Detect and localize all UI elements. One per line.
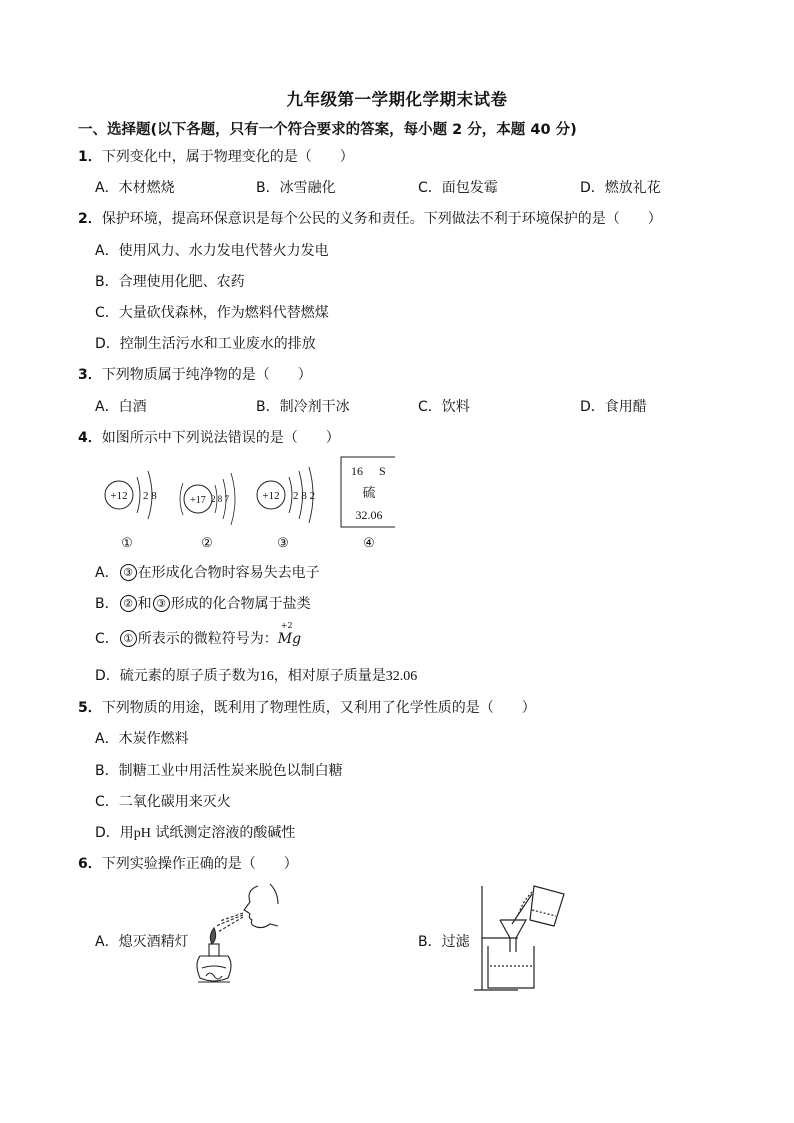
question-6 [78,853,298,873]
q1-option-a: A．木材燃烧 [95,180,175,196]
circled-number: ② [120,595,137,612]
q3-option-c: C．饮料 [418,399,470,415]
atomic-number: 16 [351,464,363,478]
figure-label: ④ [363,535,375,550]
option-letter: C． [95,631,119,647]
ph-term: pH [133,826,151,841]
nucleus-charge: +12 [110,490,128,502]
nucleus-charge: +17 [190,495,206,506]
q5-option-a: A．木炭作燃料 [95,731,189,747]
q5-option-d [95,822,295,842]
option-text: ，相对原子质量是 [273,668,386,684]
q4-option-c [95,621,302,648]
question-number: 2． [78,211,102,227]
figure-label: ① [121,535,133,550]
element-name: 硫 [362,486,376,501]
q2-option-c: C．大量砍伐森林，作为燃料代替燃煤 [95,305,329,321]
q2-option-a: A．使用风力、水力发电代替火力发电 [95,243,329,259]
figure-label: ② [201,535,213,550]
q1-option-b: B．冰雪融化 [256,180,336,196]
electron-shells: 2 8 [143,490,157,502]
page-title: 九年级第一学期化学期末试卷 [286,90,508,109]
question-number: 3． [78,367,102,383]
option-text: 试纸测定溶液的酸碱性 [150,825,296,841]
atom-diagram-2 [180,473,235,550]
alcohol-lamp-illustration [188,880,284,992]
option-letter: A． [95,565,119,581]
electron-shells: 2 8 2 [293,490,315,502]
question-stem: 下列物质属于纯净物的是（ ） [101,367,312,383]
q2-option-b: B．合理使用化肥、农药 [95,274,245,290]
q2-option-d: D．控制生活污水和工业废水的排放 [95,336,316,352]
atom-structure-figure [95,455,395,555]
question-number: 4． [78,430,102,446]
element-symbol: S [379,464,386,478]
element-cell-sulfur [341,457,395,550]
question-stem: 下列物质的用途，既利用了物理性质，又利用了化学性质的是（ ） [101,700,536,716]
figure-label: ③ [277,535,289,550]
option-letter: B． [95,596,119,612]
circled-number: ① [120,630,137,647]
atom-diagram-3 [257,467,315,550]
relative-atomic-mass: 32.06 [385,669,418,684]
option-text: 和 [137,596,152,612]
q5-option-b: B．制糖工业中用活性炭来脱色以制白糖 [95,763,343,779]
q4-option-a [95,562,320,582]
q6-option-b: B．过滤 [418,934,470,950]
ion-symbol [277,621,302,647]
option-text: 所表示的微粒符号为： [137,631,278,647]
question-stem: 下列变化中，属于物理变化的是（ ） [101,149,354,165]
q6-option-a: A．熄灭酒精灯 [95,934,189,950]
q3-option-a: A．白酒 [95,399,147,415]
q3-option-d: D．食用醋 [580,399,647,415]
question-number: 1． [78,149,102,165]
filtration-illustration [472,880,572,996]
question-stem: 如图所示中下列说法错误的是（ ） [101,430,340,446]
question-2 [78,208,662,228]
circled-number: ③ [153,595,170,612]
q3-option-b: B．制冷剂干冰 [256,399,350,415]
electron-shells: 2 8 7 [211,494,229,504]
ion-charge: +2 [280,621,293,630]
q5-option-c: C．二氧化碳用来灭火 [95,794,231,810]
q1-option-d: D．燃放礼花 [580,180,661,196]
q4-option-b [95,593,311,613]
option-text: 在形成化合物时容易失去电子 [137,565,320,581]
circled-number: ③ [120,564,137,581]
q4-option-d [95,665,417,685]
question-5 [78,697,536,717]
element-symbol: Mg [277,631,302,647]
proton-number: 16 [259,669,274,684]
option-text: 形成的化合物属于盐类 [170,596,311,612]
nucleus-charge: +12 [262,490,280,502]
q1-option-c: C．面包发霉 [418,180,498,196]
question-number: 5． [78,700,102,716]
option-text: D．用 [95,825,134,841]
atomic-mass: 32.06 [355,508,383,522]
section-heading: 一、选择题(以下各题，只有一个符合要求的答案，每小题 2 分，本题 40 分) [78,122,577,138]
option-text: D．硫元素的原子质子数为 [95,668,260,684]
question-number: 6． [78,856,102,872]
question-stem: 下列实验操作正确的是（ ） [101,856,298,872]
question-3 [78,364,312,384]
question-1 [78,146,354,166]
atom-diagram-1 [105,471,157,550]
question-stem: 保护环境，提高环保意识是每个公民的义务和责任。下列做法不利于环境保护的是（ ） [101,211,662,227]
question-4 [78,427,340,447]
